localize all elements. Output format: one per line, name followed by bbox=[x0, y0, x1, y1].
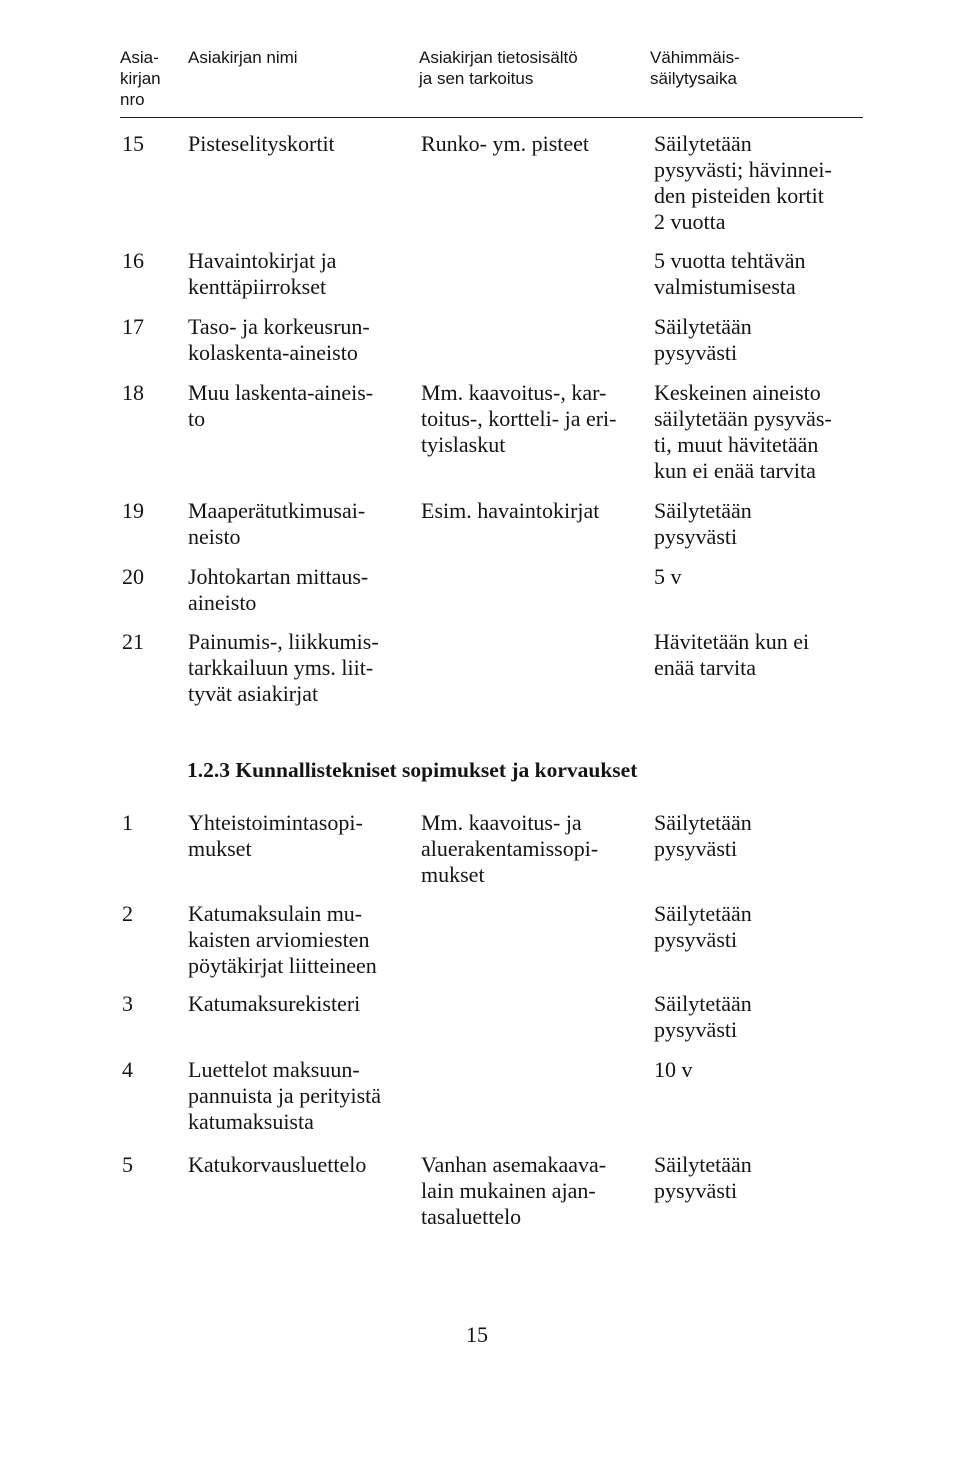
row-content: Mm. kaavoitus- ja aluerakentamissopi- mukset bbox=[421, 810, 599, 887]
row-content: Vanhan asemakaava- lain mukainen ajan- tasaluettelo bbox=[421, 1152, 607, 1229]
row-document-name: Johtokartan mittaus- aineisto bbox=[188, 564, 369, 615]
header-content-purpose: Asiakirjan tietosisältö ja sen tarkoitus bbox=[419, 48, 578, 88]
row-retention: Säilytetään pysyvästi; hävinnei- den pisteiden kortit 2 vuotta bbox=[654, 131, 832, 234]
row-document-name: Katukorvausluettelo bbox=[188, 1152, 367, 1177]
row-number: 1 bbox=[122, 810, 133, 835]
row-retention: Säilytetään pysyvästi bbox=[654, 1152, 752, 1203]
row-number: 16 bbox=[122, 248, 144, 273]
row-document-name: Taso- ja korkeusrun- kolaskenta-aineisto bbox=[188, 314, 370, 365]
row-retention: 5 vuotta tehtävän valmistumisesta bbox=[654, 248, 806, 299]
row-number: 3 bbox=[122, 991, 133, 1016]
row-retention: Säilytetään pysyvästi bbox=[654, 901, 752, 952]
page-number: 15 bbox=[466, 1322, 488, 1347]
row-content: Runko- ym. pisteet bbox=[421, 131, 590, 156]
row-retention: Keskeinen aineisto säilytetään pysyväs- ti, muut hävitetään kun ei enää tarvita bbox=[654, 380, 832, 483]
row-number: 21 bbox=[122, 629, 144, 654]
row-number: 5 bbox=[122, 1152, 133, 1177]
row-retention: 10 v bbox=[654, 1057, 693, 1082]
row-number: 20 bbox=[122, 564, 144, 589]
row-number: 17 bbox=[122, 314, 144, 339]
header-document-name: Asiakirjan nimi bbox=[188, 48, 298, 67]
row-number: 19 bbox=[122, 498, 144, 523]
row-content: Mm. kaavoitus-, kar- toitus-, kortteli- ja eri- tyislaskut bbox=[421, 380, 617, 457]
row-retention: Säilytetään pysyvästi bbox=[654, 314, 752, 365]
row-document-name: Maaperätutkimusai- neisto bbox=[188, 498, 366, 549]
row-document-name: Katumaksulain mu- kaisten arviomiesten pöytäkirjat liitteineen bbox=[188, 901, 377, 978]
row-retention: Säilytetään pysyvästi bbox=[654, 498, 752, 549]
row-document-name: Muu laskenta-aineis- to bbox=[188, 380, 374, 431]
row-number: 4 bbox=[122, 1057, 133, 1082]
row-number: 18 bbox=[122, 380, 144, 405]
row-document-name: Katumaksurekisteri bbox=[188, 991, 361, 1016]
header-document-number: Asia- kirjan nro bbox=[120, 48, 161, 109]
row-document-name: Painumis-, liikkumis- tarkkailuun yms. liit- tyvät asiakirjat bbox=[188, 629, 379, 706]
header-minimum-retention: Vähimmäis- säilytysaika bbox=[650, 48, 740, 88]
row-document-name: Yhteistoimintasopi- mukset bbox=[188, 810, 363, 861]
row-retention: Säilytetään pysyvästi bbox=[654, 991, 752, 1042]
row-content: Esim. havaintokirjat bbox=[421, 498, 600, 523]
row-document-name: Luettelot maksuun- pannuista ja perityistä katumaksuista bbox=[188, 1057, 382, 1134]
row-document-name: Havaintokirjat ja kenttäpiirrokset bbox=[188, 248, 337, 299]
row-retention: Hävitetään kun ei enää tarvita bbox=[654, 629, 810, 680]
row-document-name: Pisteselityskortit bbox=[188, 131, 335, 156]
row-retention: 5 v bbox=[654, 564, 682, 589]
section-heading: 1.2.3 Kunnallistekniset sopimukset ja korvaukset bbox=[187, 758, 638, 782]
row-number: 15 bbox=[122, 131, 144, 156]
row-number: 2 bbox=[122, 901, 133, 926]
row-retention: Säilytetään pysyvästi bbox=[654, 810, 752, 861]
